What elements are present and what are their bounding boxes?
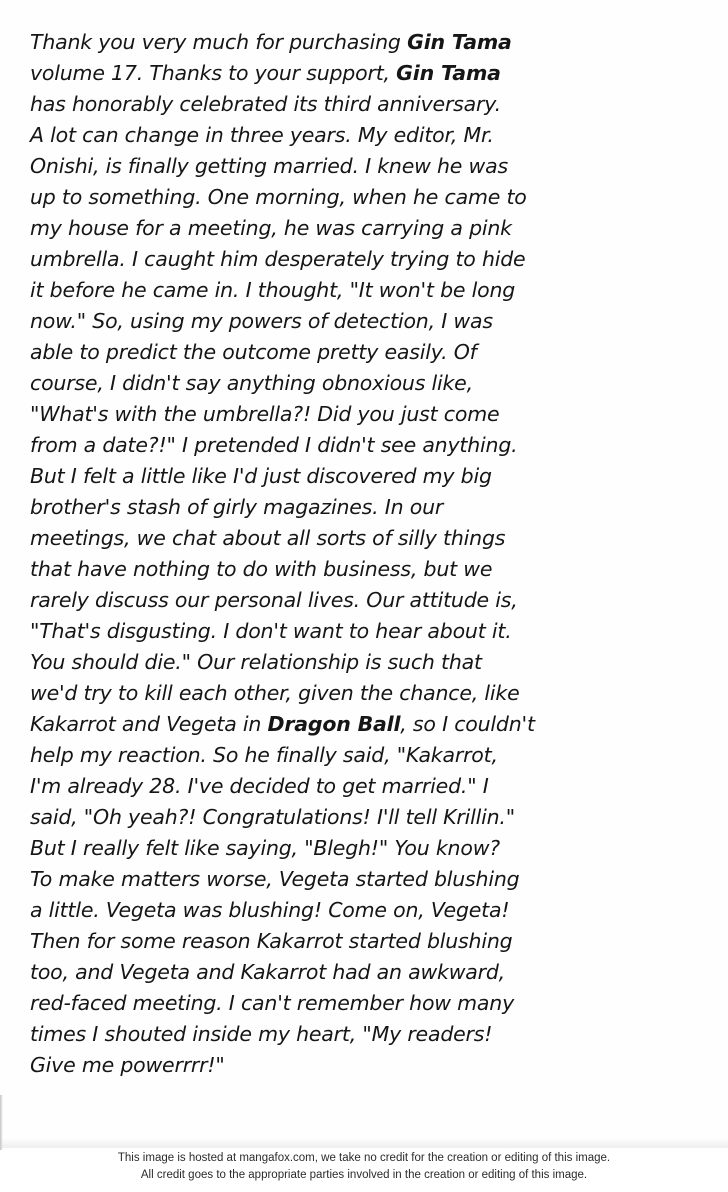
note-text: "That's disgusting. I don't want to hear about it. xyxy=(30,619,512,643)
note-line xyxy=(30,895,680,926)
note-line xyxy=(30,244,680,275)
note-text: red-faced meeting. I can't remember how many xyxy=(30,991,515,1015)
note-text: from a date?!" I pretended I didn't see anything. xyxy=(30,433,518,457)
note-line xyxy=(30,709,680,740)
note-text: But I felt a little like I'd just discovered my big xyxy=(30,464,492,488)
note-line xyxy=(30,771,680,802)
note-text: too, and Vegeta and Kakarrot had an awkward, xyxy=(30,960,506,984)
note-text: volume 17. Thanks to your support, xyxy=(30,61,397,85)
note-line xyxy=(30,1019,680,1050)
note-line xyxy=(30,368,680,399)
note-line xyxy=(30,27,680,58)
disclaimer-line-2: All credit goes to the appropriate parties involved in the creation or editing of this image. xyxy=(140,1169,588,1181)
note-text: course, I didn't say anything obnoxious like, xyxy=(30,371,473,395)
note-text: up to something. One morning, when he came to xyxy=(30,185,527,209)
note-line xyxy=(30,306,680,337)
title-emphasis: Dragon Ball xyxy=(267,712,401,736)
note-line xyxy=(30,616,680,647)
note-text: I'm already 28. I've decided to get married." I xyxy=(30,774,489,798)
note-line xyxy=(30,151,680,182)
note-line xyxy=(30,523,680,554)
note-text: Kakarrot and Vegeta in xyxy=(30,712,268,736)
note-line xyxy=(30,461,680,492)
note-text: To make matters worse, Vegeta started blushing xyxy=(30,867,520,891)
note-text: meetings, we chat about all sorts of silly things xyxy=(30,526,506,550)
disclaimer-line-1: This image is hosted at mangafox.com, we take no credit for the creation or editing of this image. xyxy=(117,1152,611,1164)
note-line xyxy=(30,1050,680,1081)
note-text: A lot can change in three years. My editor, Mr. xyxy=(30,123,494,147)
title-emphasis: Gin Tama xyxy=(407,30,512,54)
note-text: my house for a meeting, he was carrying a pink xyxy=(30,216,512,240)
note-line xyxy=(30,337,680,368)
scan-bottom-edge-artifact xyxy=(0,1138,728,1148)
note-line xyxy=(30,554,680,585)
note-line xyxy=(30,802,680,833)
note-line xyxy=(30,399,680,430)
note-text: Then for some reason Kakarrot started blushing xyxy=(30,929,513,953)
note-text: has honorably celebrated its third anniversary. xyxy=(30,92,501,116)
note-line xyxy=(30,988,680,1019)
note-text: umbrella. I caught him desperately trying to hide xyxy=(30,247,526,271)
note-line xyxy=(30,275,680,306)
note-line xyxy=(30,585,680,616)
note-text: times I shouted inside my heart, "My readers! xyxy=(30,1022,493,1046)
note-text: Give me powerrrr!" xyxy=(30,1053,225,1077)
note-line xyxy=(30,430,680,461)
note-line xyxy=(30,89,680,120)
note-line xyxy=(30,213,680,244)
note-text: said, "Oh yeah?! Congratulations! I'll tell Krillin." xyxy=(30,805,515,829)
note-line xyxy=(30,833,680,864)
note-line xyxy=(30,647,680,678)
note-text: brother's stash of girly magazines. In our xyxy=(30,495,444,519)
note-line xyxy=(30,120,680,151)
note-text: rarely discuss our personal lives. Our attitude is, xyxy=(30,588,518,612)
note-text: You should die." Our relationship is such that xyxy=(30,650,482,674)
note-line xyxy=(30,957,680,988)
note-line xyxy=(30,58,680,89)
note-line xyxy=(30,492,680,523)
note-text: "What's with the umbrella?! Did you just come xyxy=(30,402,500,426)
note-text: Thank you very much for purchasing xyxy=(30,30,408,54)
note-line xyxy=(30,864,680,895)
note-text: Onishi, is finally getting married. I knew he was xyxy=(30,154,508,178)
note-text: it before he came in. I thought, "It won't be long xyxy=(30,278,516,302)
note-text: a little. Vegeta was blushing! Come on, Vegeta! xyxy=(30,898,510,922)
note-text: now." So, using my powers of detection, I was xyxy=(30,309,493,333)
title-emphasis: Gin Tama xyxy=(396,61,501,85)
note-text: that have nothing to do with business, but we xyxy=(30,557,493,581)
note-text: help my reaction. So he finally said, "Kakarrot, xyxy=(30,743,498,767)
hosting-disclaimer xyxy=(0,1150,728,1184)
note-line xyxy=(30,182,680,213)
note-text: But I really felt like saying, "Blegh!" You know? xyxy=(30,836,500,860)
note-text: , so I couldn't xyxy=(400,712,535,736)
note-line xyxy=(30,926,680,957)
note-text: we'd try to kill each other, given the chance, like xyxy=(30,681,520,705)
note-line xyxy=(30,740,680,771)
note-line xyxy=(30,678,680,709)
note-text: able to predict the outcome pretty easily. Of xyxy=(30,340,477,364)
handwritten-note xyxy=(30,27,680,1081)
